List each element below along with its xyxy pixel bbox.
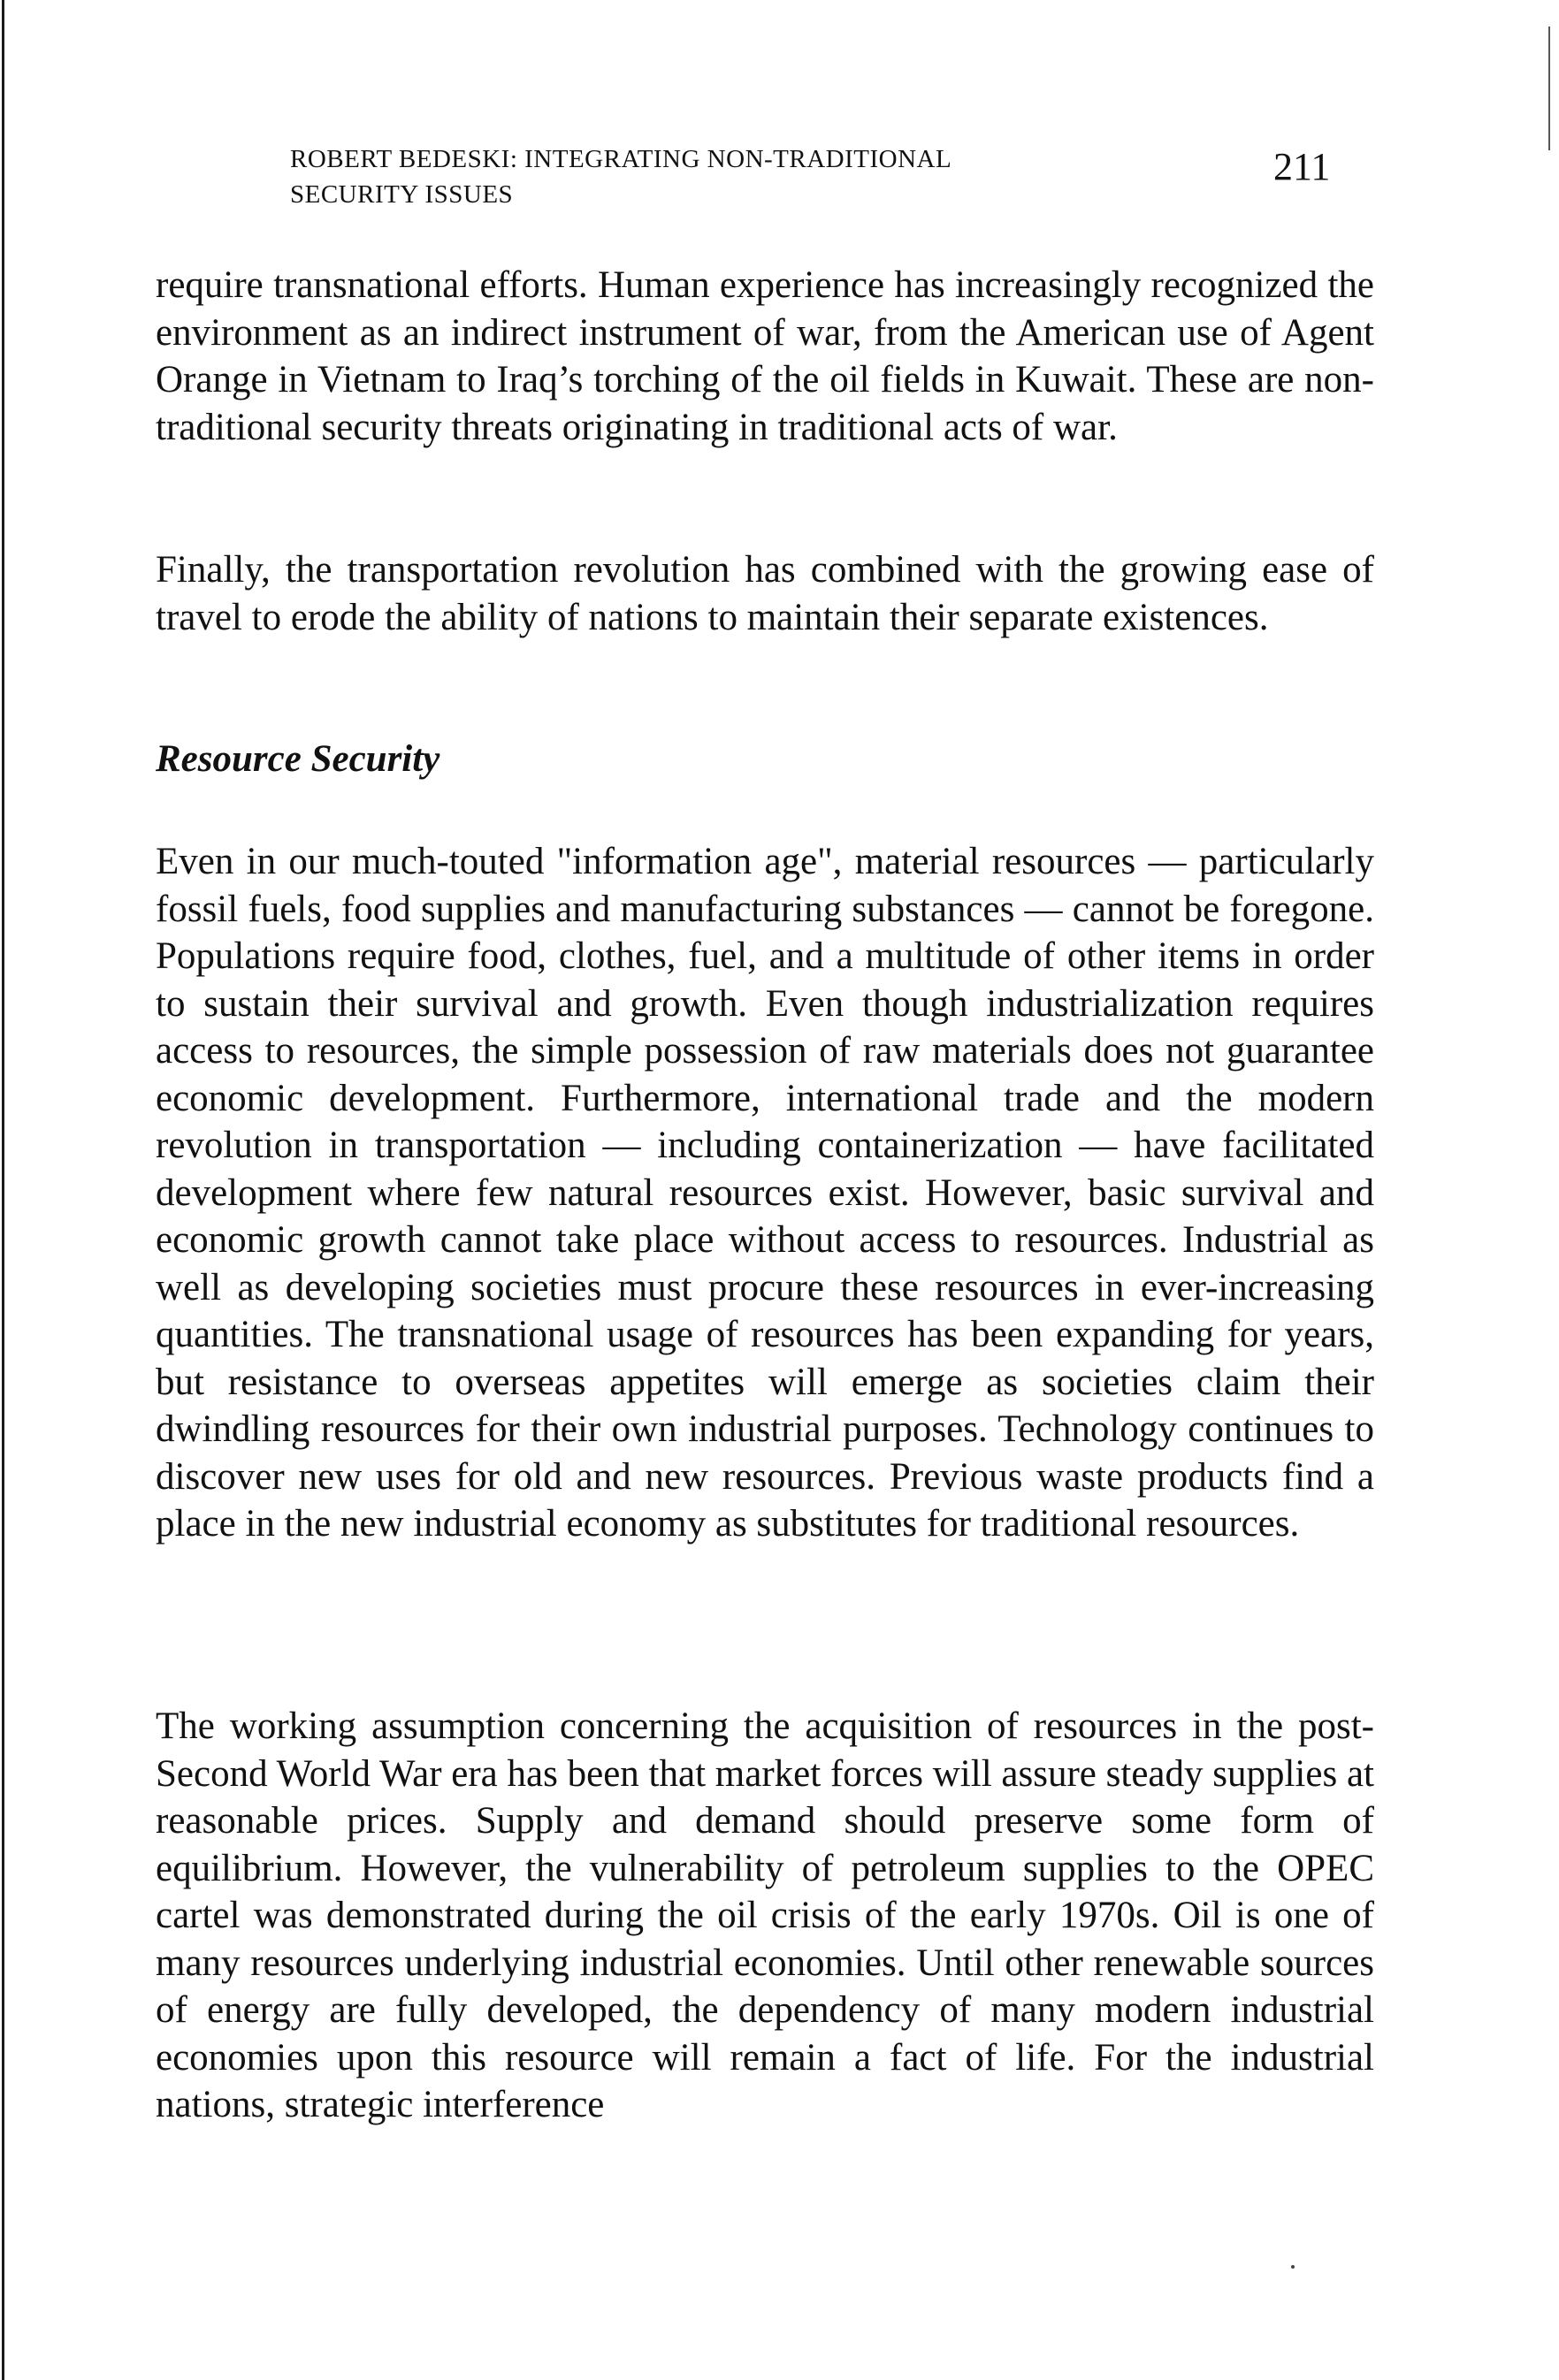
running-head-line-1: ROBERT BEDESKI: INTEGRATING NON-TRADITIONAL xyxy=(290,145,952,173)
running-head xyxy=(290,141,1174,212)
page-number: 211 xyxy=(1273,145,1331,188)
running-head-line-2: SECURITY ISSUES xyxy=(290,180,514,209)
scan-edge-left xyxy=(2,0,4,2380)
paragraph-4: The working assumption concerning the acquisition of resources in the post-Second World War era has been that market forces will assure steady supplies at reasonable prices. Supply and demand should preserve some form of equilibrium. However, the vulnerability of petroleum supplies to the OPEC cartel was demonstrated during the oil crisis of the early 1970s. Oil is one of many resources underlying industrial economies. Until other renewable sources of energy are fully developed, the dependency of many modern industrial economies upon this resource will remain a fact of life. For the industrial nations, strategic interference xyxy=(156,1705,1374,2125)
section-heading: Resource Security xyxy=(156,738,440,780)
paragraph-1: require transnational efforts. Human experience has increasingly recognized the environment as an indirect instrument of war, from the American use of Agent Orange in Vietnam to Iraq’s torching of the oil fields in Kuwait. These are non-traditional security threats originating in traditional acts of war. xyxy=(156,264,1374,448)
paragraph-3: Even in our much-touted "information age", material resources — particularly fossil fuels, food supplies and manufacturing substances — cannot be foregone. Populations require food, clothes, fuel, and a multitude of other items in order to sustain their survival and growth. Even though industrialization requires access to resources, the simple possession of raw materials does not guarantee economic development. Furthermore, international trade and the modern revolution in transportation — including containerization — have facilitated development where few natural resources exist. However, basic survival and economic growth cannot take place without access to resources. Industrial as well as developing societies must procure these resources in ever-increasing quantities. The transnational usage of resources has been expanding for years, but resistance to overseas appetites will emerge as societies claim their dwindling resources for their own industrial purposes. Technology continues to discover new uses for old and new resources. Previous waste products find a place in the new industrial economy as substitutes for traditional resources. xyxy=(156,841,1374,1545)
scan-edge-right xyxy=(1548,27,1550,150)
scan-speck xyxy=(1291,2265,1295,2269)
paragraph-2: Finally, the transportation revolution has combined with the growing ease of travel to erode the ability of nations to maintain their separate existences. xyxy=(156,549,1374,638)
